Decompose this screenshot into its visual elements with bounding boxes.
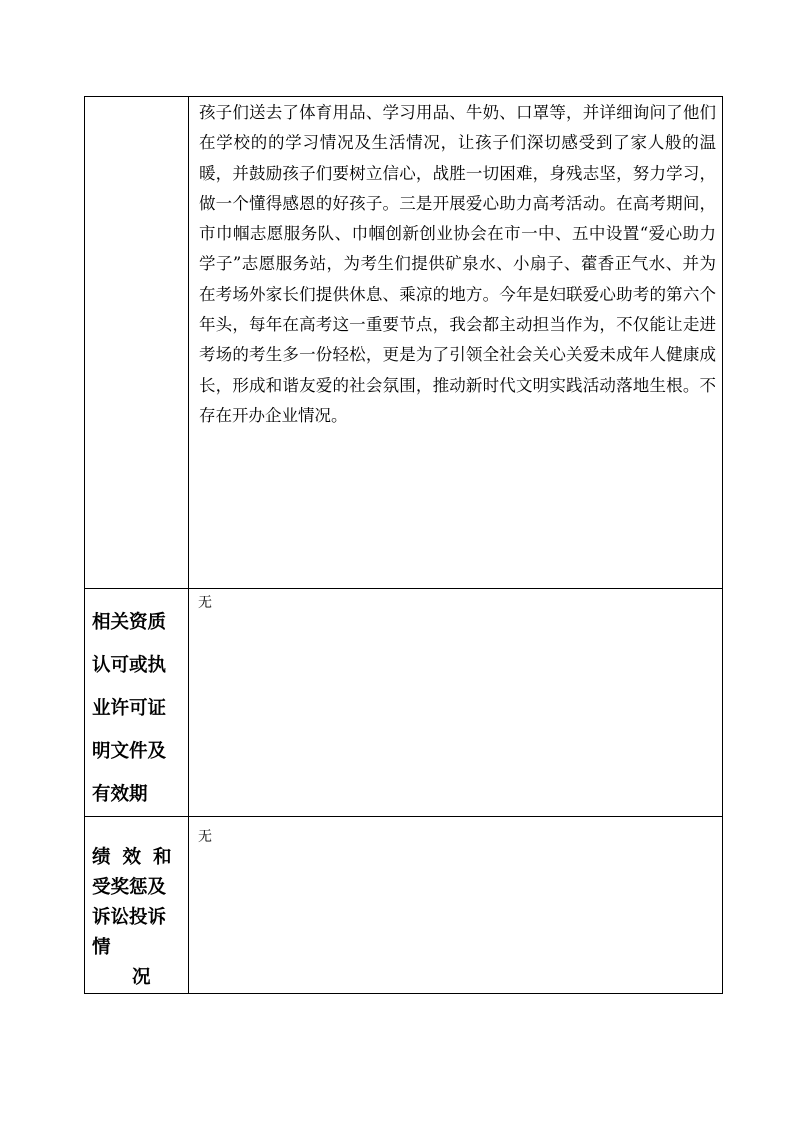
performance-label-line: 受奖惩及 bbox=[92, 877, 167, 898]
performance-label-line: 绩效和 bbox=[92, 847, 184, 868]
narrative-row bbox=[85, 97, 723, 589]
performance-label-line bbox=[92, 933, 188, 993]
qualification-label-line: 认可或执 bbox=[92, 655, 167, 676]
performance-value: 无 bbox=[198, 829, 212, 845]
qualification-value: 无 bbox=[198, 595, 212, 611]
qualification-label-line: 相关资质 bbox=[92, 612, 167, 633]
performance-content-cell bbox=[189, 817, 723, 994]
performance-label-cell bbox=[85, 817, 189, 994]
qualification-label-line: 有效期 bbox=[92, 784, 148, 805]
narrative-label-cell bbox=[85, 97, 189, 589]
performance-row bbox=[85, 817, 723, 994]
performance-label-char: 况 bbox=[132, 967, 151, 988]
qualification-label-line: 明文件及 bbox=[92, 741, 167, 762]
qualification-row bbox=[85, 589, 723, 817]
qualification-label bbox=[85, 589, 188, 816]
narrative-paragraph: 孩子们送去了体育用品、学习用品、牛奶、口罩等，并详细询问了他们在学校的的学习情况及生活情况，让孩子们深切感受到了家人般的温暖，并鼓励孩子们要树立信心，战胜一切困难，身残志坚，努力学习，做一个懂得感恩的好孩子。三是开展爱心助力高考活动。在高考期间，市巾帼志愿服务队、巾帼创新创业协会在市一中、五中设置“爱心助力学子”志愿服务站，为考生们提供矿泉水、小扇子、藿香正气水、并为在考场外家长们提供休息、乘凉的地方。今年是妇联爱心助考的第六个年头，每年在高考这一重要节点，我会都主动担当作为，不仅能让走进考场的考生多一份轻松，更是为了引领全社会关心关爱未成年人健康成长，形成和谐友爱的社会氛围，推动新时代文明实践活动落地生根。不存在开办企业情况。 bbox=[199, 103, 716, 425]
narrative-content-cell bbox=[189, 97, 723, 589]
qualification-content-cell bbox=[189, 589, 723, 817]
performance-label bbox=[85, 817, 188, 993]
performance-label-char: 情 bbox=[92, 937, 111, 958]
qualification-label-line: 业许可证 bbox=[92, 698, 167, 719]
info-form-table bbox=[84, 96, 723, 994]
performance-label-line: 诉讼投诉 bbox=[92, 907, 167, 928]
qualification-label-cell bbox=[85, 589, 189, 817]
